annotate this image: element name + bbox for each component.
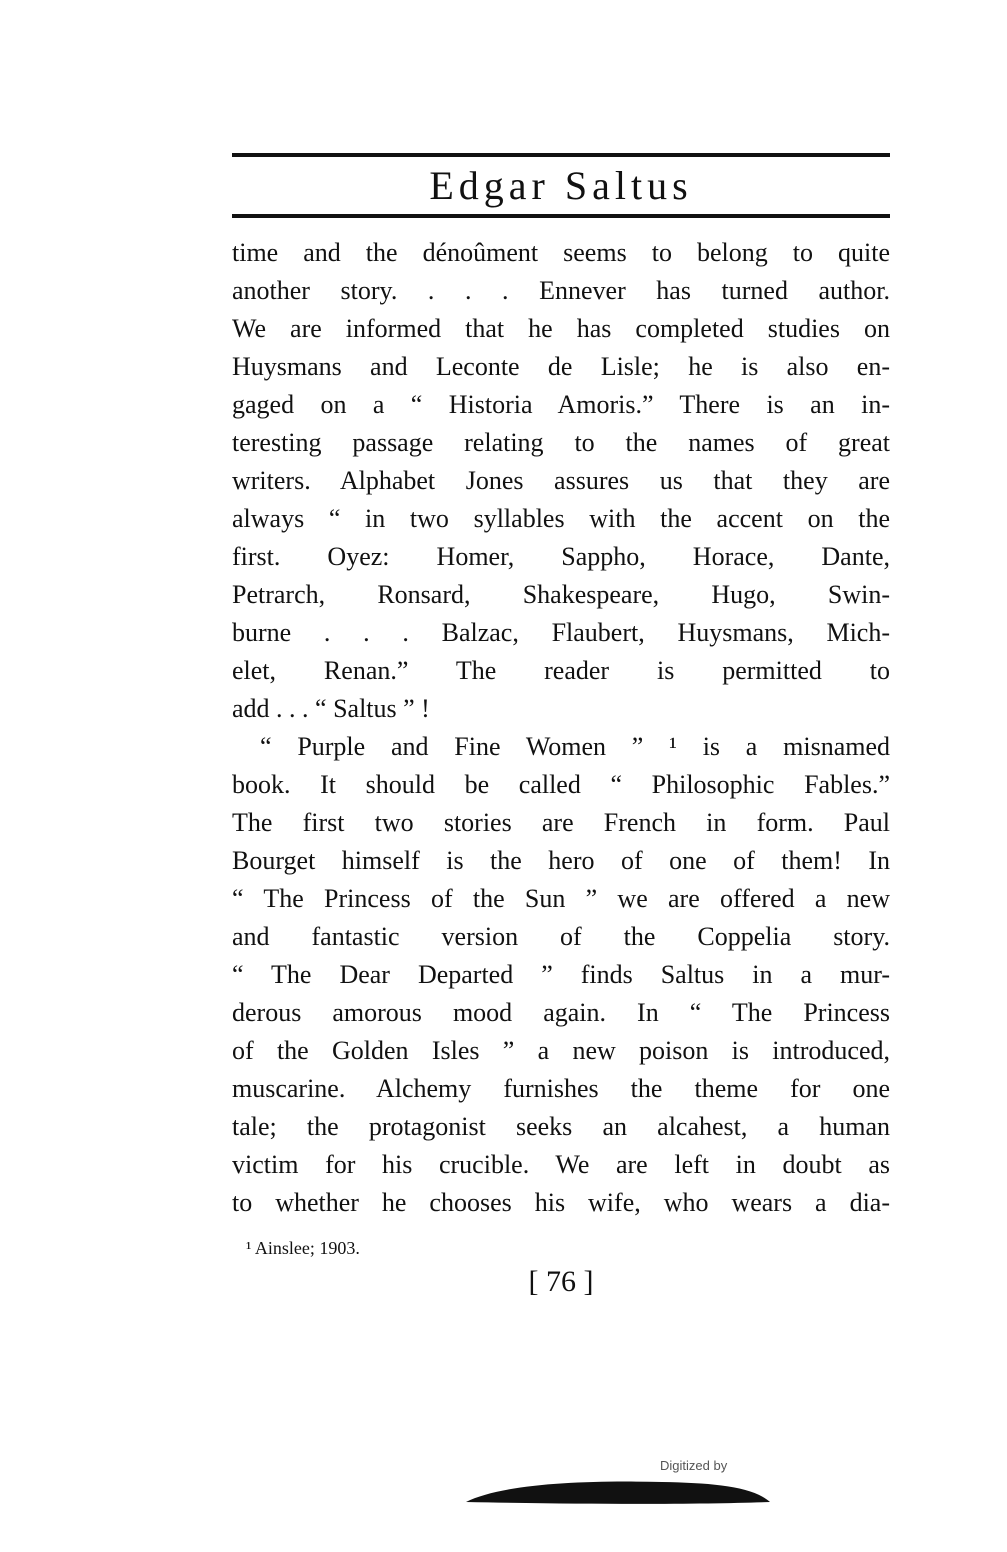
text-line: book. It should be called “ Philosophic Fables.” <box>232 770 890 799</box>
text-line: another story. . . . Ennever has turned author. <box>232 276 890 305</box>
text-line: Huysmans and Leconte de Lisle; he is also en- <box>232 352 890 381</box>
body-text <box>232 234 890 1222</box>
text-line: “ The Dear Departed ” finds Saltus in a mur- <box>232 960 890 989</box>
text-line: derous amorous mood again. In “ The Princess <box>232 998 890 1027</box>
digitized-watermark: Digitized by <box>660 1458 728 1473</box>
text-line: of the Golden Isles ” a new poison is introduced, <box>232 1036 890 1065</box>
text-line: Bourget himself is the hero of one of them! In <box>232 846 890 875</box>
text-line: gaged on a “ Historia Amoris.” There is an in- <box>232 390 890 419</box>
scan-smudge <box>462 1474 774 1506</box>
text-line: “ Purple and Fine Women ” ¹ is a misnamed <box>260 732 890 761</box>
text-line: We are informed that he has completed studies on <box>232 314 890 343</box>
text-line: The first two stories are French in form. Paul <box>232 808 890 837</box>
text-line: teresting passage relating to the names of great <box>232 428 890 457</box>
text-line: add . . . “ Saltus ” ! <box>232 694 430 723</box>
text-line: time and the dénoûment seems to belong to quite <box>232 238 890 267</box>
text-line: elet, Renan.” The reader is permitted to <box>232 656 890 685</box>
running-head: Edgar Saltus <box>429 163 693 208</box>
header-rule-bottom <box>232 214 890 218</box>
text-line: burne . . . Balzac, Flaubert, Huysmans, Mich- <box>232 618 890 647</box>
text-line: muscarine. Alchemy furnishes the theme for one <box>232 1074 890 1103</box>
text-line: victim for his crucible. We are left in doubt as <box>232 1150 890 1179</box>
text-line: first. Oyez: Homer, Sappho, Horace, Dante, <box>232 542 890 571</box>
text-line: writers. Alphabet Jones assures us that they are <box>232 466 890 495</box>
text-line: and fantastic version of the Coppelia story. <box>232 922 890 951</box>
text-line: tale; the protagonist seeks an alcahest, a human <box>232 1112 890 1141</box>
text-line: always “ in two syllables with the accent on the <box>232 504 890 533</box>
text-line: Petrarch, Ronsard, Shakespeare, Hugo, Swin- <box>232 580 890 609</box>
text-line: “ The Princess of the Sun ” we are offered a new <box>232 884 890 913</box>
page-number: [ 76 ] <box>528 1265 594 1298</box>
text-line: to whether he chooses his wife, who wears a dia- <box>232 1188 890 1217</box>
header-rule-top <box>232 153 890 157</box>
footnote: ¹ Ainslee; 1903. <box>246 1238 360 1258</box>
